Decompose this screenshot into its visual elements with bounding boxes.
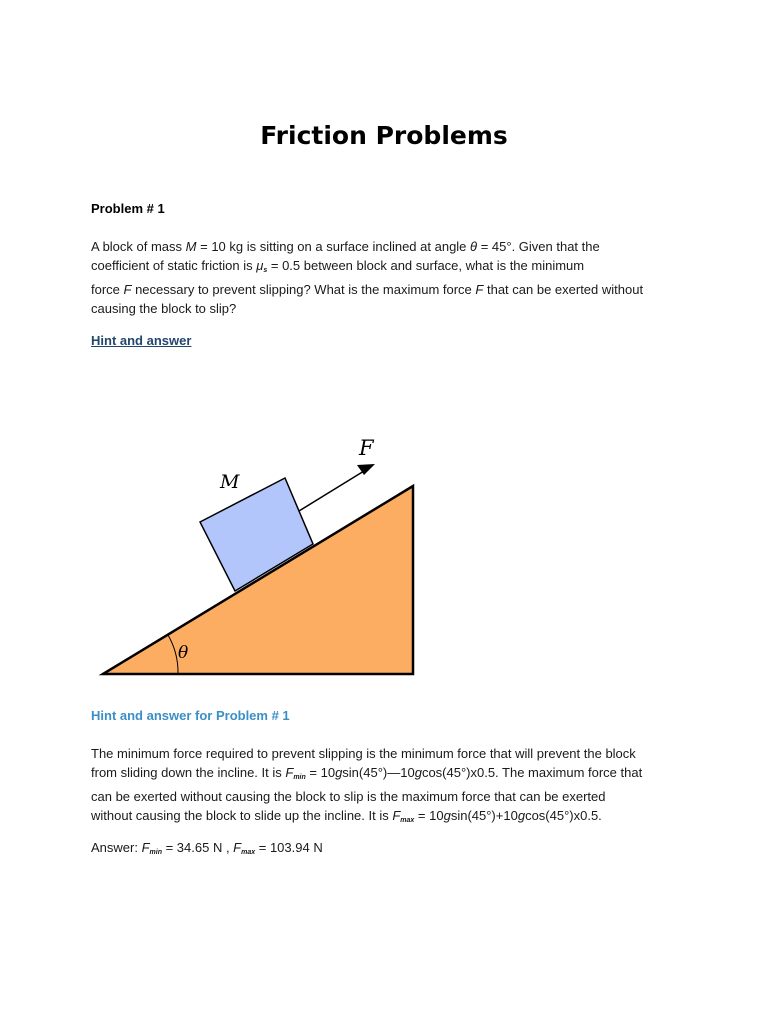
- hint-and-answer-link[interactable]: Hint and answer: [91, 333, 192, 348]
- label-m: M: [220, 471, 240, 493]
- answer-heading: Hint and answer for Problem # 1: [91, 708, 290, 723]
- answer-explanation: [91, 744, 642, 830]
- label-theta: θ: [178, 643, 189, 663]
- problem-line-3: force F necessary to prevent slipping? What is the maximum force F that can be exerted without: [91, 282, 644, 297]
- final-answer: Answer: $F_{min} = 34.65$ N , $F_{max} = 103.94$ N: [91, 840, 323, 856]
- answer-line-2: from sliding down the incline. It is $F_{min}$ = 10gsin(45°)—10gcos(45°)x0.5. The maximum force that: [91, 765, 643, 781]
- problem-line-2: coefficient of static friction is $\mu_s = 0.5$ between block and surface, what is the minimum: [91, 258, 585, 274]
- page-title: Friction Problems: [260, 121, 508, 150]
- answer-line-3: can be exerted without causing the block to slip is the maximum force that can be exerted: [91, 789, 606, 804]
- answer-line-4: without causing the block to slide up the incline. It is $F_{max} = 10gsin(45^\circ)+10gcos(45^\circ)x0.5$.: [91, 808, 602, 824]
- problem-line-4: causing the block to slip?: [91, 301, 237, 316]
- incline-diagram: [96, 432, 426, 680]
- answer-line-1: The minimum force required to prevent slipping is the minimum force that will prevent the block: [91, 746, 636, 761]
- problem-line-1: A block of mass M = 10 kg is sitting on a surface inclined at angle θ = 45°. Given that the: [91, 239, 600, 254]
- problem-statement: [91, 237, 643, 318]
- label-f: F: [359, 436, 374, 460]
- problem-heading: Problem # 1: [91, 201, 165, 216]
- force-arrow-line: [299, 471, 364, 511]
